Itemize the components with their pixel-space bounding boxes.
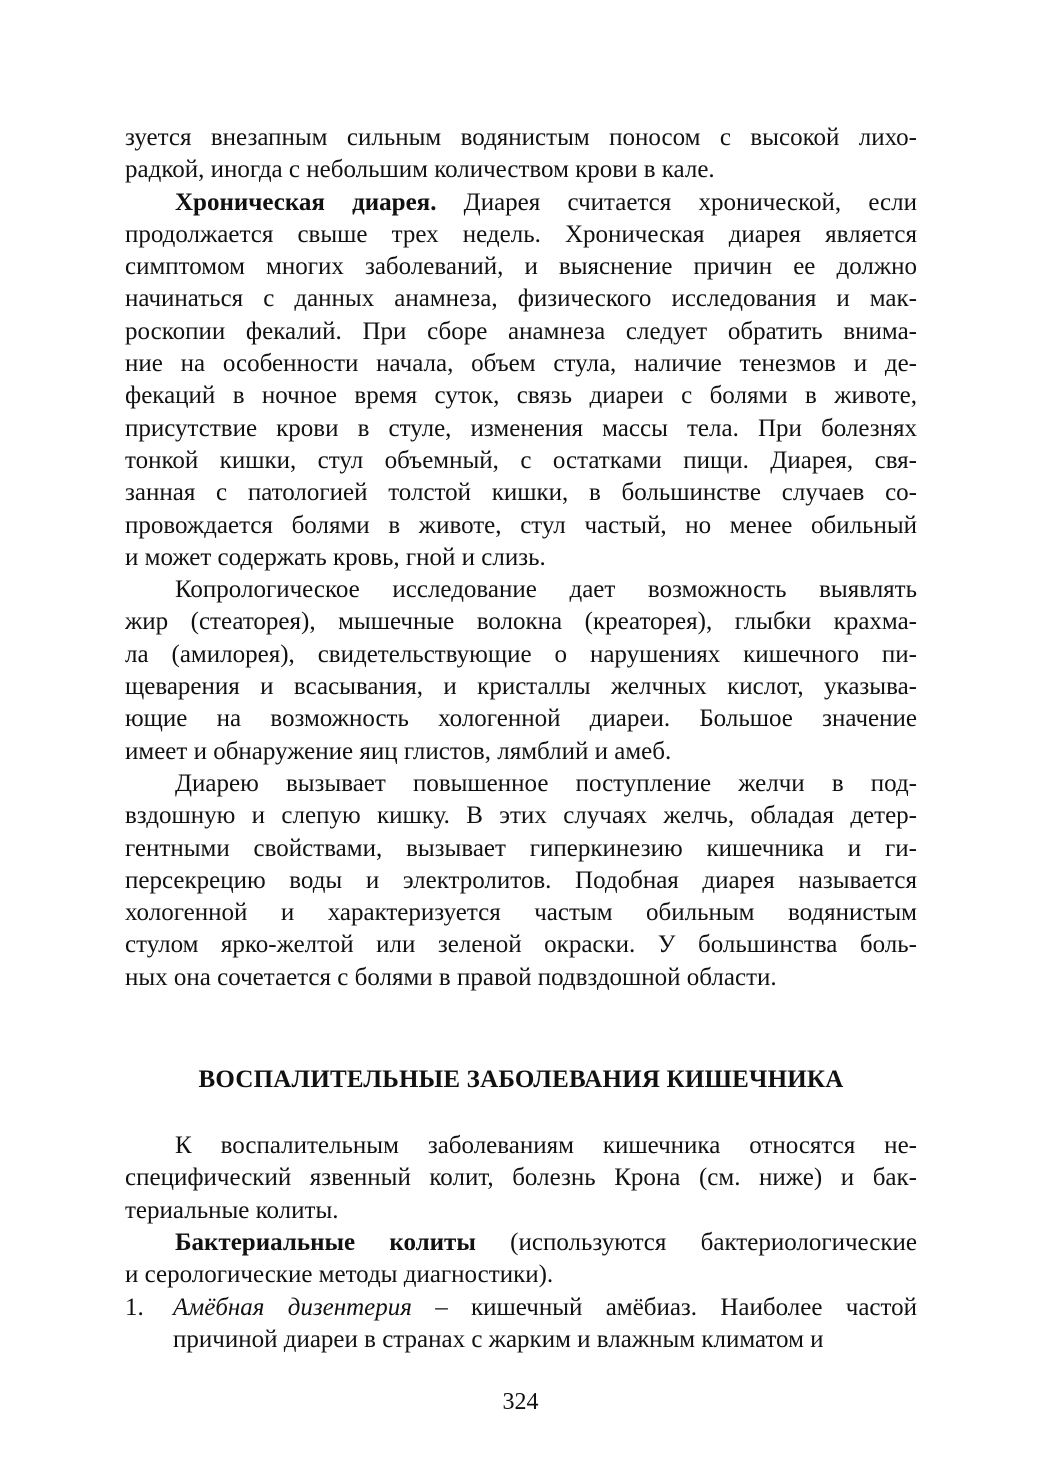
paragraph-coprology	[125, 574, 917, 768]
text-line: Диарею вызывает повышенное поступление желчи в под-	[175, 769, 917, 797]
text-line: щеварения и всасывания, и кристаллы желчных кислот, указыва-	[125, 673, 917, 701]
paragraph-chronic-diarrhea	[125, 187, 917, 575]
paragraph-lead-term: Хроническая диарея.	[175, 188, 437, 216]
text-line: роскопии фекалий. При сборе анамнеза следует обратить внима-	[125, 317, 917, 345]
text-line	[125, 187, 917, 219]
text-line: имеет и обнаружение яиц глистов, лямблий и амеб.	[125, 737, 672, 765]
text-line: провождается болями в животе, стул частый, но менее обильный	[125, 511, 917, 539]
text-line: симптомом многих заболеваний, и выяснение причин ее должно	[125, 253, 917, 281]
paragraph-acute-diarrhea-end	[125, 122, 917, 187]
text-line: фекаций в ночное время суток, связь диареи с болями в животе,	[125, 382, 917, 410]
text-line: и серологические методы диагностики).	[125, 1261, 554, 1289]
text-line: ла (амилорея), свидетельствующие о нарушениях кишечного пи-	[125, 640, 917, 668]
text-line: териальные колиты.	[125, 1196, 339, 1224]
list-item-term: Амёбная дизентерия	[173, 1293, 412, 1321]
text-line	[125, 1292, 917, 1324]
text-line: тонкой кишки, стул объемный, с остатками пищи. Диарея, свя-	[125, 446, 917, 474]
paragraph-lead-term: Бактериальные колиты	[175, 1228, 476, 1256]
text-line: радкой, иногда с небольшим количеством крови в кале.	[125, 156, 715, 184]
text-line: гентными свойствами, вызывает гиперкинезию кишечника и ги-	[125, 834, 917, 862]
text-run: (используются бактериологические	[475, 1228, 917, 1256]
text-line: Копрологическое исследование дает возможность выявлять	[175, 576, 917, 604]
section-heading: ВОСПАЛИТЕЛЬНЫЕ ЗАБОЛЕВАНИЯ КИШЕЧНИКА	[198, 1066, 844, 1094]
text-line	[125, 1227, 917, 1259]
text-line: персекрецию воды и электролитов. Подобная диарея называется	[125, 866, 917, 894]
text-line: ние на особенности начала, объем стула, наличие тенезмов и де-	[125, 350, 917, 378]
text-run: – кишечный амёбиаз. Наиболее частой	[411, 1293, 917, 1321]
text-line: продолжается свыше трех недель. Хроническая диарея является	[125, 220, 917, 248]
paragraph-cholegenic-diarrhea	[125, 768, 917, 994]
paragraph-bacterial-colitis	[125, 1227, 917, 1292]
paragraph-ibd-intro	[125, 1130, 917, 1227]
text-line: вздошную и слепую кишку. В этих случаях желчь, обладая детер-	[125, 802, 917, 830]
text-line: ющие на возможность хологенной диареи. Большое значение	[125, 705, 917, 733]
text-line: стулом ярко-желтой или зеленой окраски. У большинства боль-	[125, 931, 917, 959]
list-item-number: 1.	[125, 1293, 144, 1321]
text-line: занная с патологией толстой кишки, в большинстве случаев со-	[125, 479, 917, 507]
text-line: начинаться с данных анамнеза, физического исследования и мак-	[125, 285, 917, 313]
text-line: К воспалительным заболеваниям кишечника относятся не-	[175, 1132, 917, 1160]
page-number: 324	[502, 1389, 539, 1415]
list-item	[125, 1292, 917, 1357]
text-line: причиной диареи в странах с жарким и влажным климатом и	[173, 1325, 824, 1353]
text-line: хологенной и характеризуется частым обильным водянистым	[125, 899, 917, 927]
text-line: жир (стеаторея), мышечные волокна (креаторея), глыбки крахма-	[125, 608, 917, 636]
text-run: Диарея считается хронической, если	[436, 188, 917, 216]
page-body	[125, 122, 917, 1356]
text-line: специфический язвенный колит, болезнь Крона (см. ниже) и бак-	[125, 1164, 917, 1192]
text-line: присутствие крови в стуле, изменения массы тела. При болезнях	[125, 414, 917, 442]
text-line: и может содержать кровь, гной и слизь.	[125, 543, 546, 571]
text-line: зуется внезапным сильным водянистым поносом с высокой лихо-	[125, 124, 917, 151]
text-line: ных она сочетается с болями в правой подвздошной области.	[125, 963, 777, 991]
